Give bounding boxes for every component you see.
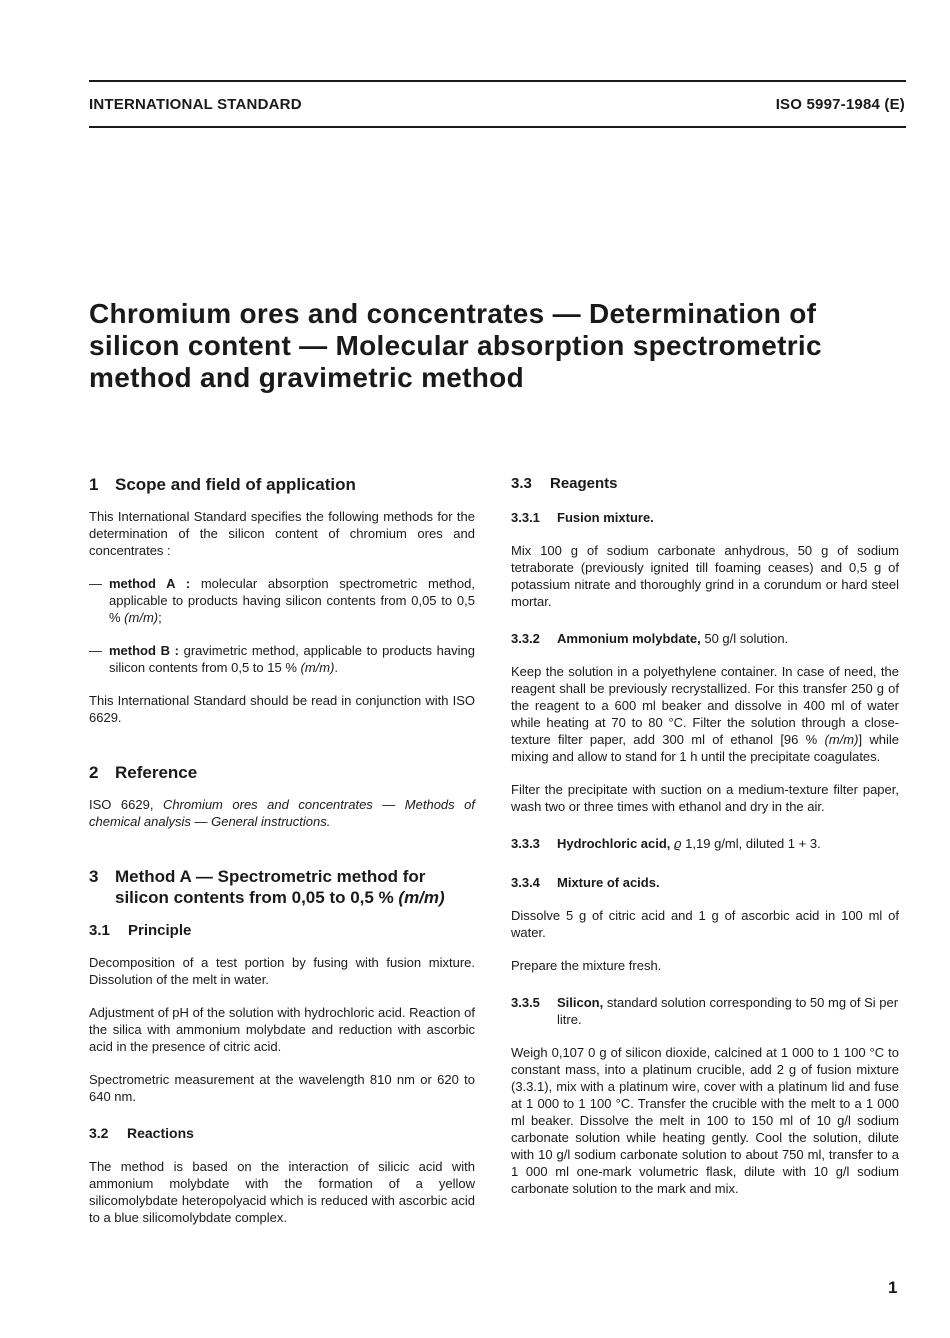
header-rule xyxy=(89,126,906,128)
mass-fraction-unit: (m/m) xyxy=(300,660,335,675)
section-title: Hydrochloric acid, xyxy=(557,836,671,851)
density-symbol: ϱ xyxy=(670,836,682,851)
method-a-text: molecular absorption spectrometric method, applicable to products having silicon contents from 0,05 to 0,5 % xyxy=(109,576,475,625)
section-3-3-4-heading xyxy=(511,874,899,891)
section-1-heading xyxy=(89,474,475,495)
fusion-mixture-paragraph: Mix 100 g of sodium carbonate anhydrous, 50 g of sodium tetraborate (previously ignited till foaming ceases) and 0,5 g of potassium nitrate and thoroughly grind in a corundum or hard steel mortar. xyxy=(511,543,899,609)
section-title-rest: 50 g/l solution. xyxy=(700,631,789,646)
section-number: 3.3.2 xyxy=(511,631,540,646)
left-column xyxy=(89,474,475,1242)
mass-fraction-unit: (m/m) xyxy=(124,610,159,625)
section-3-2-heading xyxy=(89,1125,475,1142)
section-number: 3.3.5 xyxy=(511,995,540,1010)
section-title: Reagents xyxy=(550,475,618,492)
section-3-3-3-heading xyxy=(511,835,899,852)
header-standard-number: ISO 5997-1984 (E) xyxy=(775,96,905,113)
method-b-item xyxy=(89,642,475,676)
paragraph-text: ] while mixing and allow to stand for 1 h until the precipitate coagulates. xyxy=(511,732,899,764)
section-title: Method A — Spectrometric method for silicon contents from 0,05 to 0,5 % xyxy=(115,867,426,907)
top-rule xyxy=(89,80,906,82)
mass-fraction-unit: (m/m) xyxy=(824,732,859,747)
method-b-text: gravimetric method, applicable to products having silicon contents from 0,5 to 15 % xyxy=(109,643,475,675)
section-title: Ammonium molybdate, xyxy=(557,631,701,646)
conjunction-paragraph: This International Standard should be read in conjunction with ISO 6629. xyxy=(89,693,475,725)
method-a-label: method A : xyxy=(109,576,191,591)
section-3-heading xyxy=(89,866,475,908)
section-number: 3.3.3 xyxy=(511,836,540,851)
section-title: Reference xyxy=(115,763,198,782)
principle-paragraph-2: Adjustment of pH of the solution with hydrochloric acid. Reaction of the silica with ammonium molybdate and reduction with ascorbic acid in the presence of citric acid. xyxy=(89,1005,475,1054)
page-number: 1 xyxy=(888,1278,898,1297)
section-3-3-heading xyxy=(511,474,899,493)
section-title: Fusion mixture. xyxy=(557,510,654,525)
reference-code: ISO 6629, xyxy=(89,797,163,812)
molybdate-paragraph-1 xyxy=(511,663,899,765)
section-title: Principle xyxy=(128,922,192,939)
molybdate-paragraph-2: Filter the precipitate with suction on a medium-texture filter paper, wash two or three times with ethanol and dry in the air. xyxy=(511,782,899,814)
section-2-heading xyxy=(89,762,475,783)
silicon-standard-paragraph: Weigh 0,107 0 g of silicon dioxide, calcined at 1 000 to 1 100 °C to constant mass, into a platinum crucible, add 2 g of fusion mixture (3.3.1), mix with a platinum wire, cover with a platinum lid and fuse at 1 000 to 1 100 °C. Transfer the crucible with the melt to a 1 000 ml beaker. Dissolve the melt in 100 to 150 ml of 10 g/l sodium carbonate solution while heating gently. Cool the solution, dilute with 10 g/l sodium carbonate solution to about 750 ml, transfer to a 1 000 ml one-mark volumetric flask, dilute with 10 g/l sodium carbonate solution to the mark and mix. xyxy=(511,1045,899,1196)
acids-paragraph-1: Dissolve 5 g of citric acid and 1 g of ascorbic acid in 100 ml of water. xyxy=(511,908,899,940)
dash-marker: — xyxy=(89,643,102,658)
section-number: 3.3.1 xyxy=(511,510,540,525)
section-number: 2 xyxy=(89,763,99,782)
document-title: Chromium ores and concentrates — Determination of silicon content — Molecular absorption spectrometric method and gravimetric method xyxy=(89,298,822,393)
mass-fraction-unit: (m/m) xyxy=(398,888,445,907)
section-title-rest: 1,19 g/ml, diluted 1 + 3. xyxy=(681,836,821,851)
right-column xyxy=(511,474,899,1213)
punctuation: . xyxy=(334,660,339,675)
acids-paragraph-2: Prepare the mixture fresh. xyxy=(511,958,662,973)
punctuation: ; xyxy=(158,610,162,625)
section-number: 3.3.4 xyxy=(511,875,540,890)
section-3-1-heading xyxy=(89,921,475,940)
section-title: Scope and field of application xyxy=(115,475,356,494)
section-title-rest: standard solution corresponding to 50 mg of Si per litre. xyxy=(557,995,899,1027)
section-number: 3.2 xyxy=(89,1125,109,1141)
method-b-label: method B : xyxy=(109,643,179,658)
section-number: 1 xyxy=(89,475,99,494)
reference-title: Chromium ores and concentrates — Methods of chemical analysis — General instructions. xyxy=(89,797,475,829)
header-standard-type: INTERNATIONAL STANDARD xyxy=(89,96,302,113)
section-number: 3 xyxy=(89,867,99,886)
scope-intro-paragraph: This International Standard specifies the following methods for the determination of the silicon content of chromium ores and concentrates : xyxy=(89,509,475,558)
principle-paragraph-1: Decomposition of a test portion by fusing with fusion mixture. Dissolution of the melt in water. xyxy=(89,955,475,987)
section-title: Reactions xyxy=(127,1125,194,1141)
dash-marker: — xyxy=(89,576,102,591)
section-number: 3.1 xyxy=(89,922,110,939)
principle-paragraph-3: Spectrometric measurement at the wavelength 810 nm or 620 to 640 nm. xyxy=(89,1072,475,1104)
section-title: Mixture of acids. xyxy=(557,875,660,890)
section-number: 3.3 xyxy=(511,475,532,492)
section-3-3-1-heading xyxy=(511,509,899,526)
method-a-item xyxy=(89,575,475,626)
section-3-3-2-heading xyxy=(511,630,899,647)
paragraph-text: Keep the solution in a polyethylene container. In case of need, the reagent shall be previously recrystallized. For this transfer 250 g of the reagent to a 600 ml beaker and dissolve in 400 ml of water while heating at 70 to 80 °C. Filter the solution through a close-texture filter paper, add 300 ml of ethanol [96 % xyxy=(511,664,899,747)
reference-paragraph xyxy=(89,796,475,830)
section-3-3-5-heading xyxy=(511,994,899,1028)
section-title: Silicon, xyxy=(557,995,604,1010)
reactions-paragraph: The method is based on the interaction of silicic acid with ammonium molybdate with the formation of a yellow silicomolybdate heteropolyacid which is reduced with ascorbic acid to a blue silicomolybdate complex. xyxy=(89,1159,475,1225)
